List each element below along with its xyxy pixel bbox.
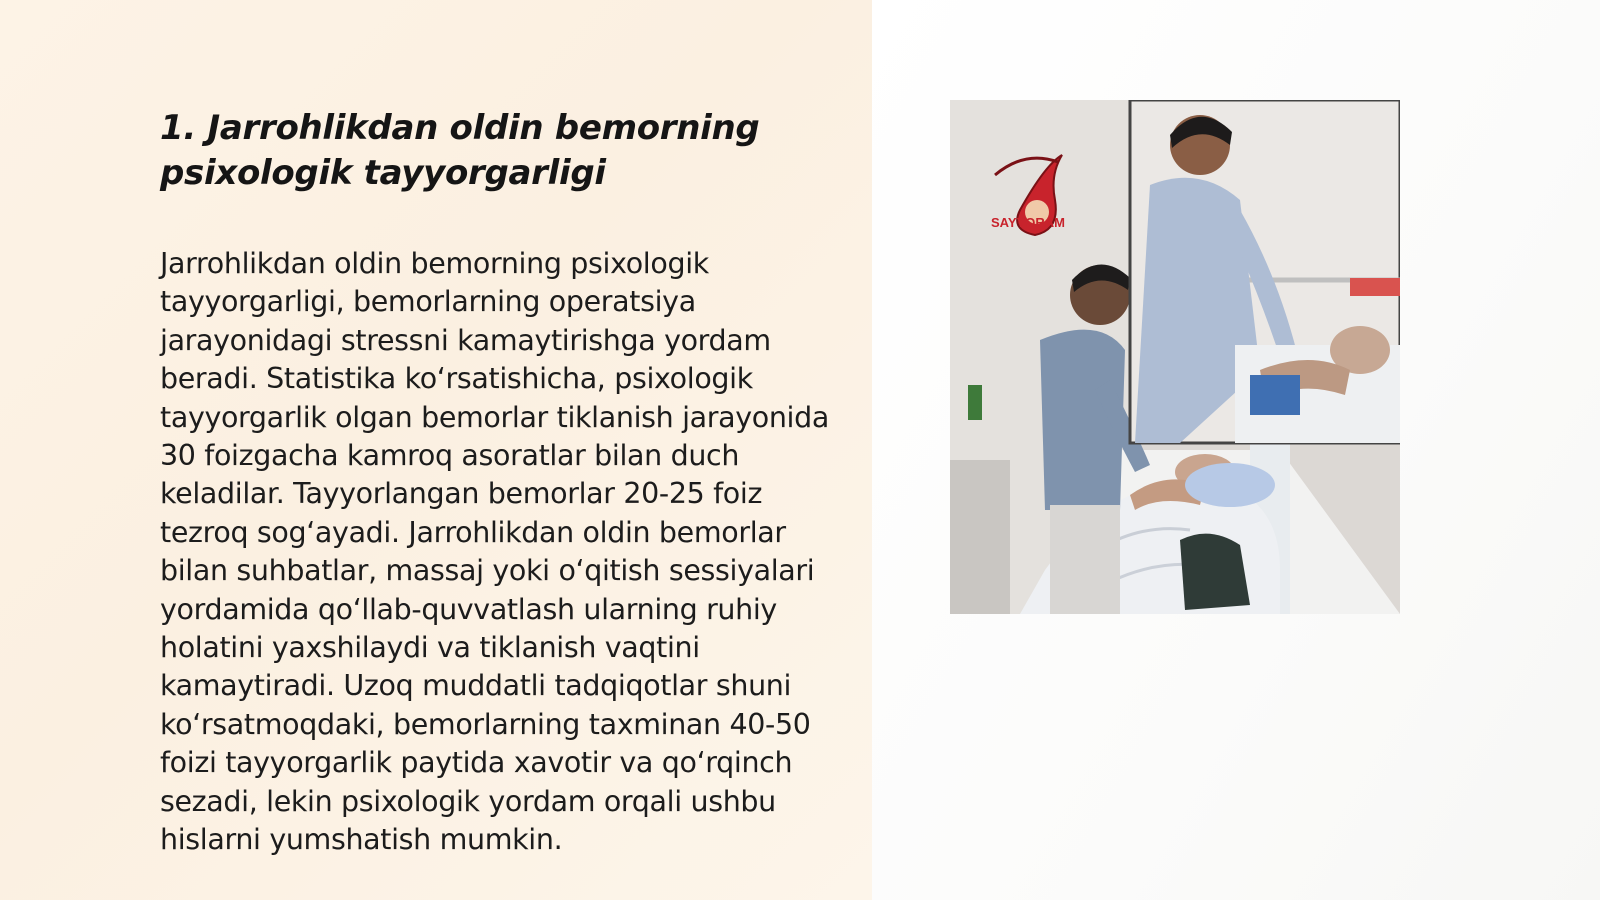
logo-text: SAYYORAM [991, 215, 1065, 230]
hospital-photo [950, 100, 1400, 614]
slide-title: 1. Jarrohlikdan oldin bemorning psixologik tayyorgarligi [160, 108, 760, 193]
slide-body-text: Jarrohlikdan oldin bemorning psixologik tayyorgarligi, bemorlarning operatsiya jarayonidagi stressni kamaytirishga yordam beradi. Statistika ko‘rsatishicha, psixologik tayyorgarlik olgan bemorlar tiklanish jarayonida 30 foizgacha kamroq asoratlar bilan duch keladilar. Tayyorlangan bemorlar 20-25 foiz tezroq sog‘ayadi. Jarrohlikdan oldin bemorlar bilan suhbatlar, massaj yoki o‘qitish sessiyalari yordamida qo‘llab-quvvatlash ularning ruhiy holatini yaxshilaydi va tiklanish vaqtini kamaytiradi. Uzoq muddatli tadqiqotlar shuni ko‘rsatmoqdaki, bemorlarning taxminan 40-50 foizi tayyorgarlik paytida xavotir va qo‘rqinch sezadi, lekin psixologik yordam orqali ushbu hislarni yumshatish mumkin. [160, 247, 829, 857]
